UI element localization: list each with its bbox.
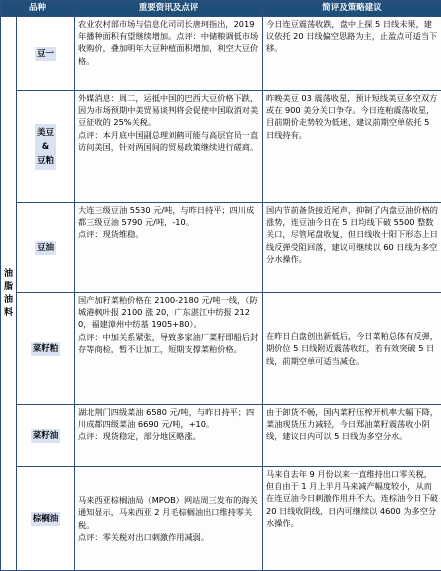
table-header-row <box>1 1 441 17</box>
review-cell <box>263 467 441 571</box>
variety-cell <box>17 405 75 467</box>
table-row <box>1 293 441 405</box>
news-cell <box>75 405 263 467</box>
news-text: 农业农村部市场与信息化司司长唐珂指出，2019 年播种面积有望继续增加。点评：中储粮调低市场收购价，叠加明年大豆种植面积增加，利空大豆价格。 <box>78 19 259 66</box>
news-text: 大连三级豆油 5530 元/吨，与昨日持平；四川成都三级豆油 5790 元/吨，-10。 点评：现货维稳。 <box>78 205 255 240</box>
category-cell <box>1 17 17 571</box>
news-cell <box>75 17 263 91</box>
header-review: 简评及策略建议 <box>263 1 441 17</box>
news-cell <box>75 203 263 293</box>
review-cell <box>263 17 441 91</box>
category-label: 油脂油料 <box>3 268 13 318</box>
news-cell <box>75 467 263 571</box>
variety-label: 豆一 <box>37 48 55 59</box>
review-cell <box>263 293 441 405</box>
news-text: 外媒消息：周二，运抵中国的巴西大豆价格下跌，因为市场预期中美贸易谈判将会促使中国取消对美豆征收的 25%关税。 点评：本月底中国副总理刘鹤可能与高层官员一直访问美国，针对两国间的贸易政策继续进行磋商。 <box>78 93 259 152</box>
variety-label: 棕榈油 <box>32 513 59 524</box>
review-text: 马来自去年 9 月份以来一直维持出口零关税，但自由于 1 月上半月马来减产幅度较小，从而在连豆油今日刺激作用并不大。连棕油今日下破 20 日线收阴线，日内可继续以 4600 为多空分水操作。 <box>266 469 441 528</box>
variety-label: 美豆 & 豆粕 <box>35 124 56 170</box>
review-text: 由于卸货不畅，国内菜籽压榨开机率大幅下降，菜油现货压力减轻，今日郑油菜籽震荡收小阴线，建议日内可以 5 日线为多空分水。 <box>266 407 438 442</box>
variety-cell <box>17 17 75 91</box>
news-text: 马来西亚棕榈油局（MPOB）网站周三发布的海关通知显示，马来西亚 2 月毛棕榈油出口维持零关税。 点评：零关税对出口刺激作用减弱。 <box>78 495 258 542</box>
variety-label: 豆油 <box>37 242 55 253</box>
table-row <box>1 405 441 467</box>
news-cell <box>75 91 263 203</box>
variety-label: 菜籽油 <box>32 430 59 441</box>
review-text: 今日连豆震荡收跌，盘中上探 5 日线未果，建议依托 20 日线偏空思路为主，止盈点可适当下移。 <box>266 19 438 54</box>
news-text: 国产加籽菜粕价格在 2100-2180 元/吨一线，（防城港枫叶报 2100 涨 20，广东湛江中纺报 2120，福建漳州中纺基 1905+80）。 点评：中加关系紧张，导致多家油厂菜籽即船后封存等商检，暂不让加工，短期支撑菜粕价格。 <box>78 295 259 354</box>
table-row <box>1 91 441 203</box>
variety-cell <box>17 91 75 203</box>
table-row <box>1 17 441 91</box>
review-cell <box>263 405 441 467</box>
variety-cell <box>17 293 75 405</box>
review-text: 国内节前备货接近尾声，抑制了内盘豆油价格的涨势，连豆油今日在 5 日均线下破 5500 整数关口，尽管尾盘收复，但日线收十阳下形态上日线反弹受阻回落，建议可继续以 60 日线为多空分水操作。 <box>266 205 438 264</box>
news-text: 湖北荆门四级菜油 6580 元/吨，与昨日持平；四川成都四级菜油 6690 元/吨，+10。 点评：现货稳定，部分地区略涨。 <box>78 407 255 442</box>
review-text: 昨晚美豆 03 震荡收星，预计短线美豆多空双方或在 900 美分关口争夺。今日连粕震荡收星，目前期价走势较为低迷，建议前期空单依托 5 日线持有。 <box>266 93 438 140</box>
variety-cell <box>17 203 75 293</box>
header-news: 重要资讯及点评 <box>75 1 263 17</box>
review-cell <box>263 91 441 203</box>
review-cell <box>263 203 441 293</box>
review-text: 在昨日白盘创出新低后，今日菜粕总体有反弹，期价位 5 日线附近震荡收红，若有效突破 5 日线，前期空单可适当减仓。 <box>266 331 438 366</box>
table-row <box>1 203 441 293</box>
variety-label: 菜籽粕 <box>32 343 59 354</box>
table-row <box>1 467 441 571</box>
variety-cell <box>17 467 75 571</box>
news-cell <box>75 293 263 405</box>
header-category: 品种 <box>1 1 75 17</box>
